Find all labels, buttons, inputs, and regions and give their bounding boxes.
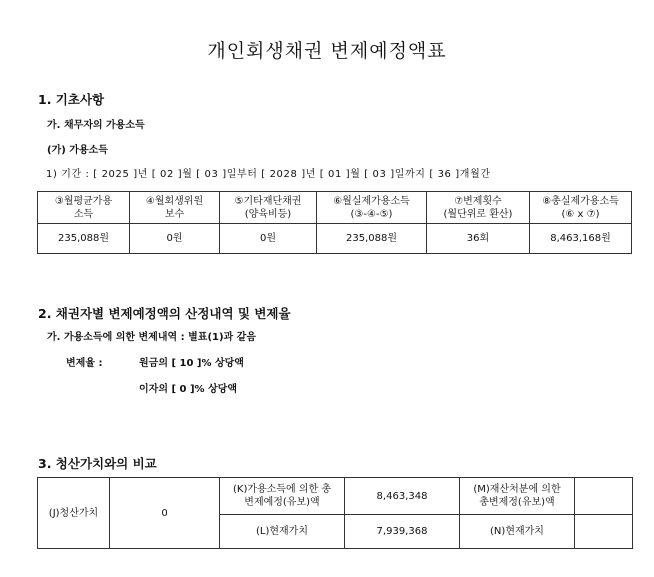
value-monthly-income: 235,088원 [38,224,130,254]
header-other-claims: ⑤기타재단채권 (양육비등) [220,192,317,224]
m-label: (M)재산처분에 의한 총변제정(유보)액 [460,478,575,515]
section1-sub-a: 가. 채무자의 가용소득 [47,120,145,131]
header-commissioner-fee: ④월회생위원 보수 [130,192,220,224]
rate-principal: 원금의 [ 10 ]% 상당액 [139,358,244,369]
value-payment-count: 36회 [427,224,530,254]
section1-sub-a1: (가) 가용소득 [47,145,108,156]
n-label: (N)현재가치 [460,515,575,549]
l-label: (L)현재가치 [220,515,345,549]
value-commissioner-fee: 0원 [130,224,220,254]
j-value: 0 [110,478,220,549]
header-payment-count: ⑦변제횟수 (월단위로 환산) [427,192,530,224]
m-value [575,478,633,515]
k-value: 8,463,348 [345,478,460,515]
liquidation-table [37,477,633,549]
n-value [575,515,633,549]
header-monthly-income: ③월평균가용 소득 [38,192,130,224]
l-value: 7,939,368 [345,515,460,549]
rate-label: 변제율 : [66,358,103,369]
section3-heading: 3. 청산가치와의 비교 [38,456,157,471]
section1-heading: 1. 기초사항 [38,92,105,107]
value-actual-monthly-income: 235,088원 [317,224,427,254]
header-total-income: ⑧총실제가용소득 (⑥ x ⑦) [530,192,632,224]
section2-sub-a: 가. 가용소득에 의한 변제내역 : 별표(1)과 같음 [47,332,257,343]
page-title: 개인회생채권 변제예정액표 [207,40,447,62]
period-line: 1) 기간 : [ 2025 ]년 [ 02 ]월 [ 03 ]일부터 [ 2028 ]년 [ 01 ]월 [ 03 ]일까지 [ 36 ]개월간 [46,169,491,180]
value-other-claims: 0원 [220,224,317,254]
k-label: (K)가용소득에 의한 총 변제예정(유보)액 [220,478,345,515]
income-table [37,191,632,254]
header-actual-monthly-income: ⑥월실제가용소득 (③-④-⑤) [317,192,427,224]
rate-interest: 이자의 [ 0 ]% 상당액 [139,384,238,395]
j-label: (J)청산가치 [38,478,110,549]
section2-heading: 2. 채권자별 변제예정액의 산정내역 및 변제율 [38,306,291,321]
value-total-income: 8,463,168원 [530,224,632,254]
